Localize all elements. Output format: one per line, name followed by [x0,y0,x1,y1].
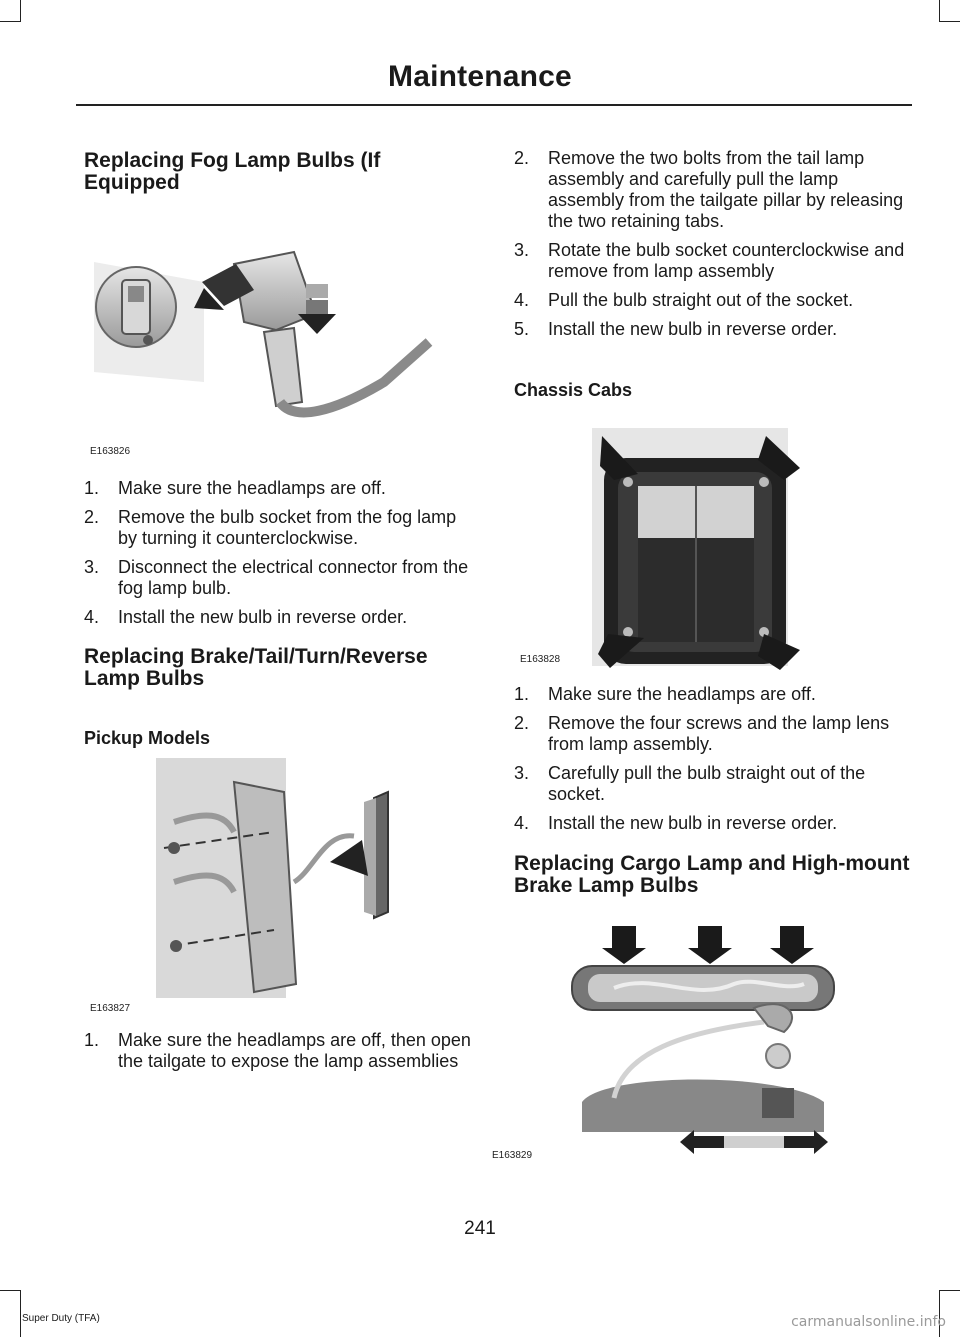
pickup-steps-list [84,1030,476,1080]
model-label: Super Duty (TFA) [22,1313,100,1324]
figure-code: E163829 [492,1150,533,1161]
figure-code: E163826 [90,446,131,457]
crop-mark [0,1290,21,1291]
list-item: 4. Install the new bulb in reverse order. [84,607,408,627]
list-item: 2. Remove the two bolts from the tail lamp assembly and carefully pull the lamp assembly from the tailgate pillar by releasing the two retaining tabs. [514,148,904,231]
figure-code: E163827 [90,1003,131,1014]
cargo-heading: Replacing Cargo Lamp and High-mount Brake Lamp Bulbs [514,852,910,897]
list-item: 5. Install the new bulb in reverse order. [514,319,838,339]
list-item: 4. Pull the bulb straight out of the socket. [514,290,854,310]
figure-code: E163828 [520,654,561,665]
section-title: Maintenance [388,60,572,93]
header-divider [76,104,912,106]
pickup-lamp-figure [84,752,450,1020]
fog-lamp-figure [84,222,450,460]
list-item: 2. Remove the four screws and the lamp lens from lamp assembly. [514,713,890,754]
pickup-subheading: Pickup Models [84,728,211,748]
list-item: 3. Disconnect the electrical connector from the fog lamp bulb. [84,557,469,598]
fog-heading: Replacing Fog Lamp Bulbs (If Equipped [84,149,381,194]
crop-mark [20,0,21,22]
list-item: 1. Make sure the headlamps are off. [84,478,386,498]
chassis-subheading: Chassis Cabs [514,380,633,400]
pickup-steps-continued [514,148,910,348]
crop-mark [939,0,940,22]
brake-heading: Replacing Brake/Tail/Turn/Reverse Lamp Bulbs [84,645,428,690]
list-item: 1. Make sure the headlamps are off. [514,684,816,704]
chassis-steps-list [514,684,910,842]
crop-mark [939,1290,960,1291]
chassis-lamp-figure [514,424,810,670]
list-item: 2. Remove the bulb socket from the fog lamp by turning it counterclockwise. [84,507,457,548]
list-item: 1. Make sure the headlamps are off, then open the tailgate to expose the lamp assemblies [84,1030,471,1071]
fog-steps-list [84,478,469,636]
crop-mark [0,21,21,22]
page-number: 241 [464,1218,496,1239]
list-item: 3. Rotate the bulb socket counterclockwise and remove from lamp assembly [514,240,905,281]
watermark[interactable]: carmanualsonline.info [791,1314,946,1330]
crop-mark [20,1290,21,1337]
crop-mark [939,21,960,22]
list-item: 4. Install the new bulb in reverse order. [514,813,838,833]
cargo-lamp-figure [484,922,850,1166]
list-item: 3. Carefully pull the bulb straight out of the socket. [514,763,866,804]
